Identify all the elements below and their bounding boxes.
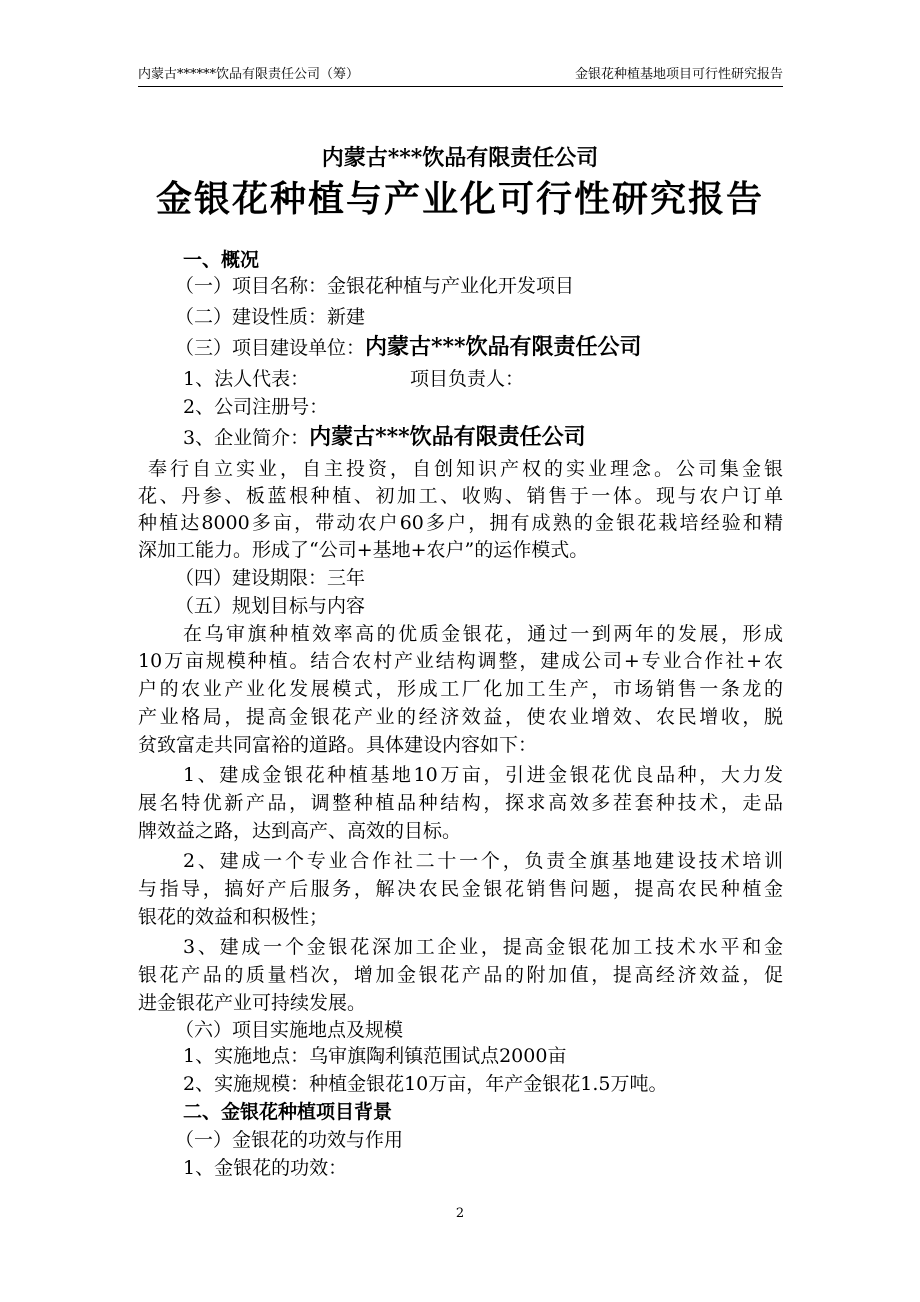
goal-line-5: 贫致富走共同富裕的道路。具体建设内容如下： [138,734,538,756]
item-goals: （五）规划目标与内容 [175,595,366,617]
section2-sub1-item1: 1、金银花的功效： [183,1157,348,1179]
goal-line-1: 在乌审旗种植效率高的优质金银花，通过一到两年的发展，形成 [183,623,783,645]
point3-line-2: 银花产品的质量档次，增加金银花产品的附加值，提高经济效益，促 [138,964,783,986]
point2-line-2: 与指导，搞好产后服务，解决农民金银花销售问题，提高农民种植金 [138,878,783,900]
point1-line-3: 牌效益之路，达到高产、高效的目标。 [138,820,462,842]
item-construction-unit [175,334,642,361]
intro-line-3: 种植达8000多亩，带动农户60多户，拥有成熟的金银花栽培经验和精 [138,512,783,534]
company-intro-name: 内蒙古***饮品有限责任公司 [309,424,586,450]
point2-line-3: 银花的效益和积极性； [138,906,329,928]
report-title: 金银花种植与产业化可行性研究报告 [155,178,764,220]
company-title: 内蒙古***饮品有限责任公司 [321,145,599,171]
item-period: （四）建设期限：三年 [175,567,366,589]
item-site-scale: （六）项目实施地点及规模 [175,1019,404,1041]
item-construction-unit-value: 内蒙古***饮品有限责任公司 [365,334,642,360]
page-header [138,64,783,87]
item-project-name: （一）项目名称：金银花种植与产业化开发项目 [175,275,575,297]
header-company: 内蒙古******饮品有限责任公司（筹） [138,67,360,82]
registration-no-label: 2、公司注册号： [183,396,329,418]
company-intro-label: 3、企业简介： [183,427,310,449]
project-lead-label: 项目负责人： [410,368,525,390]
goal-line-4: 产业格局，提高金银花产业的经济效益，使农业增效、农民增收，脱 [138,706,783,728]
point2-line-1: 2、建成一个专业合作社二十一个，负责全旗基地建设技术培训 [183,850,783,872]
item-construction-type: （二）建设性质：新建 [175,306,366,328]
item-construction-unit-label: （三）项目建设单位： [175,337,366,359]
intro-line-2: 花、丹参、板蓝根种植、初加工、收购、销售于一体。现与农户订单 [138,485,783,507]
point1-line-2: 展名特优新产品，调整种植品种结构，探求高效多茬套种技术，走品 [138,792,783,814]
intro-line-1: 奉行自立实业，自主投资，自创知识产权的实业理念。公司集金银 [148,458,783,480]
point1-line-1: 1、建成金银花种植基地10万亩，引进金银花优良品种，大力发 [183,764,783,786]
section2-heading: 二、金银花种植项目背景 [183,1101,393,1123]
goal-line-3: 户的农业产业化发展模式，形成工厂化加工生产，市场销售一条龙的 [138,678,783,700]
goal-line-2: 10万亩规模种植。结合农村产业结构调整，建成公司+专业合作社+农 [138,650,783,672]
point3-line-1: 3、建成一个金银花深加工企业，提高金银花加工技术水平和金 [183,936,783,958]
point3-line-3: 进金银花产业可持续发展。 [138,992,367,1014]
scale-line: 2、实施规模：种植金银花10万亩，年产金银花1.5万吨。 [183,1073,668,1095]
intro-line-4: 深加工能力。形成了“公司+基地+农户”的运作模式。 [138,539,589,561]
section2-sub1: （一）金银花的功效与作用 [175,1129,404,1151]
site-line: 1、实施地点：乌审旗陶利镇范围试点2000亩 [183,1045,567,1067]
header-report-title: 金银花种植基地项目可行性研究报告 [574,67,783,82]
company-intro-heading [183,424,586,451]
page-number: 2 [455,1206,465,1221]
section1-heading: 一、概况 [183,249,260,271]
legal-rep-label: 1、法人代表： [183,368,310,390]
